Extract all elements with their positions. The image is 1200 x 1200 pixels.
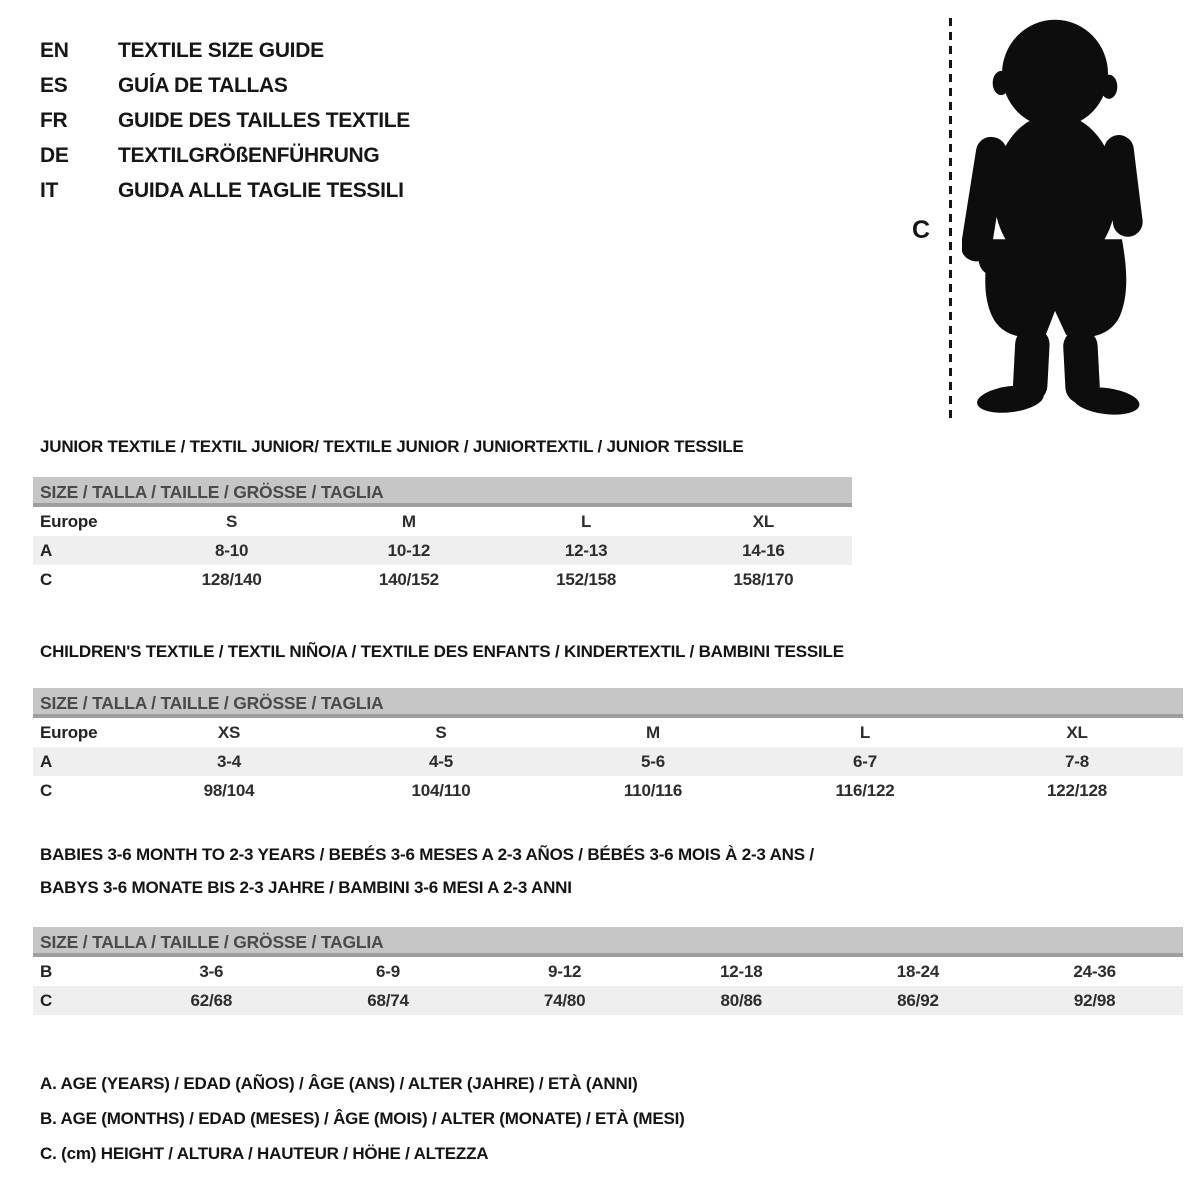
- language-row-fr: [40, 103, 410, 138]
- size-table-row: [33, 957, 1183, 986]
- size-table: [33, 718, 1183, 805]
- size-cell: 62/68: [190, 990, 233, 1010]
- size-cell: S: [435, 722, 447, 742]
- size-table-wrap: [33, 688, 1183, 805]
- language-code: IT: [40, 179, 59, 202]
- size-cell: 74/80: [543, 990, 586, 1010]
- row-label: Europe: [40, 722, 98, 742]
- size-cell: 110/116: [623, 780, 683, 800]
- language-title: GUÍA DE TALLAS: [118, 74, 288, 97]
- size-cell: 8-10: [215, 540, 249, 560]
- size-cell: S: [226, 511, 238, 531]
- language-title-block: [40, 33, 410, 208]
- size-cell: 80/86: [720, 990, 763, 1010]
- size-cell: M: [646, 722, 660, 742]
- size-table-header-bar: SIZE / TALLA / TAILLE / GRÖSSE / TAGLIA: [33, 688, 1183, 718]
- language-title: GUIDA ALLE TAGLIE TESSILI: [118, 179, 404, 202]
- footnote-height-cm: C. (cm) HEIGHT / ALTURA / HAUTEUR / HÖHE / ALTEZZA: [40, 1144, 489, 1163]
- size-cell: 116/122: [835, 780, 895, 800]
- row-label: C: [40, 990, 53, 1010]
- size-cell: XL: [1066, 722, 1088, 742]
- size-cell: 6-9: [375, 961, 400, 981]
- section-title-line: BABYS 3-6 MONATE BIS 2-3 JAHRE / BAMBINI 3-6 MESI A 2-3 ANNI: [40, 878, 572, 897]
- size-cell: 18-24: [896, 961, 940, 981]
- size-cell: 152/158: [556, 569, 617, 589]
- size-table-wrap: [33, 477, 852, 594]
- size-cell: L: [581, 511, 592, 531]
- size-cell: 10-12: [387, 540, 431, 560]
- section-title: [40, 437, 744, 457]
- size-cell: 122/128: [1046, 780, 1108, 800]
- footnote-age-months: B. AGE (MONTHS) / EDAD (MESES) / ÂGE (MOIS) / ALTER (MONATE) / ETÀ (MESI): [40, 1109, 685, 1128]
- language-title: TEXTILE SIZE GUIDE: [118, 39, 324, 62]
- language-row-es: [40, 68, 410, 103]
- size-cell: 12-13: [564, 540, 608, 560]
- section-title-line: JUNIOR TEXTILE / TEXTIL JUNIOR/ TEXTILE JUNIOR / JUNIORTEXTIL / JUNIOR TESSILE: [40, 437, 744, 456]
- row-label: Europe: [40, 511, 98, 531]
- size-cell: 7-8: [1065, 751, 1089, 771]
- footnotes: [40, 1066, 685, 1171]
- size-cell: 92/98: [1073, 990, 1116, 1010]
- section-title-line: CHILDREN'S TEXTILE / TEXTIL NIÑO/A / TEXTILE DES ENFANTS / KINDERTEXTIL / BAMBINI TESSILE: [40, 642, 844, 661]
- size-table-header-bar: SIZE / TALLA / TAILLE / GRÖSSE / TAGLIA: [33, 477, 852, 507]
- size-cell: 140/152: [378, 569, 439, 589]
- row-label: A: [40, 540, 53, 560]
- row-label: C: [40, 780, 53, 800]
- size-cell: 3-6: [199, 961, 224, 981]
- language-code: EN: [40, 39, 69, 62]
- size-cell: 68/74: [367, 990, 409, 1010]
- size-cell: 9-12: [548, 961, 582, 981]
- size-cell: XS: [217, 722, 241, 742]
- language-title: GUIDE DES TAILLES TEXTILE: [118, 109, 410, 132]
- size-cell: 104/110: [411, 780, 471, 800]
- size-cell: 86/92: [897, 990, 939, 1010]
- size-cell: XL: [752, 511, 775, 531]
- section-title: [40, 845, 814, 898]
- size-table-row: [33, 565, 852, 594]
- toddler-silhouette-icon: [962, 12, 1148, 420]
- size-cell: L: [859, 722, 871, 742]
- language-code: DE: [40, 144, 69, 167]
- footnote-age-years: A. AGE (YEARS) / EDAD (AÑOS) / ÂGE (ANS) / ALTER (JAHRE) / ETÀ (ANNI): [40, 1074, 638, 1093]
- size-cell: 3-4: [217, 751, 241, 771]
- size-table-header-bar: SIZE / TALLA / TAILLE / GRÖSSE / TAGLIA: [33, 927, 1183, 957]
- size-cell: 128/140: [201, 569, 262, 589]
- size-table: [33, 957, 1183, 1015]
- size-table: [33, 507, 852, 594]
- size-cell: 4-5: [429, 751, 453, 771]
- size-cell: 12-18: [720, 961, 763, 981]
- size-table-row: [33, 507, 852, 536]
- size-table-row: [33, 536, 852, 565]
- height-measure-label: C: [912, 216, 931, 244]
- language-code: FR: [40, 109, 68, 132]
- language-title: TEXTILGRÖßENFÜHRUNG: [118, 144, 380, 167]
- row-label: A: [40, 751, 53, 771]
- size-table-row: [33, 986, 1183, 1015]
- section-title: [40, 642, 844, 662]
- size-table-row: [33, 747, 1183, 776]
- size-table-wrap: [33, 927, 1183, 1015]
- size-cell: 5-6: [641, 751, 665, 771]
- language-row-de: [40, 138, 410, 173]
- size-table-row: [33, 776, 1183, 805]
- language-row-en: [40, 33, 410, 68]
- row-label: C: [40, 569, 53, 589]
- language-code: ES: [40, 74, 68, 97]
- row-label: B: [40, 961, 53, 981]
- size-cell: M: [401, 511, 416, 531]
- size-cell: 98/104: [203, 780, 255, 800]
- size-cell: 14-16: [742, 540, 785, 560]
- height-dashed-line: [949, 18, 952, 418]
- size-cell: 158/170: [733, 569, 794, 589]
- size-table-row: [33, 718, 1183, 747]
- section-title-line: BABIES 3-6 MONTH TO 2-3 YEARS / BEBÉS 3-6 MESES A 2-3 AÑOS / BÉBÉS 3-6 MOIS À 2-3 ANS /: [40, 845, 814, 864]
- size-cell: 24-36: [1073, 961, 1116, 981]
- size-cell: 6-7: [853, 751, 877, 771]
- language-row-it: [40, 173, 410, 208]
